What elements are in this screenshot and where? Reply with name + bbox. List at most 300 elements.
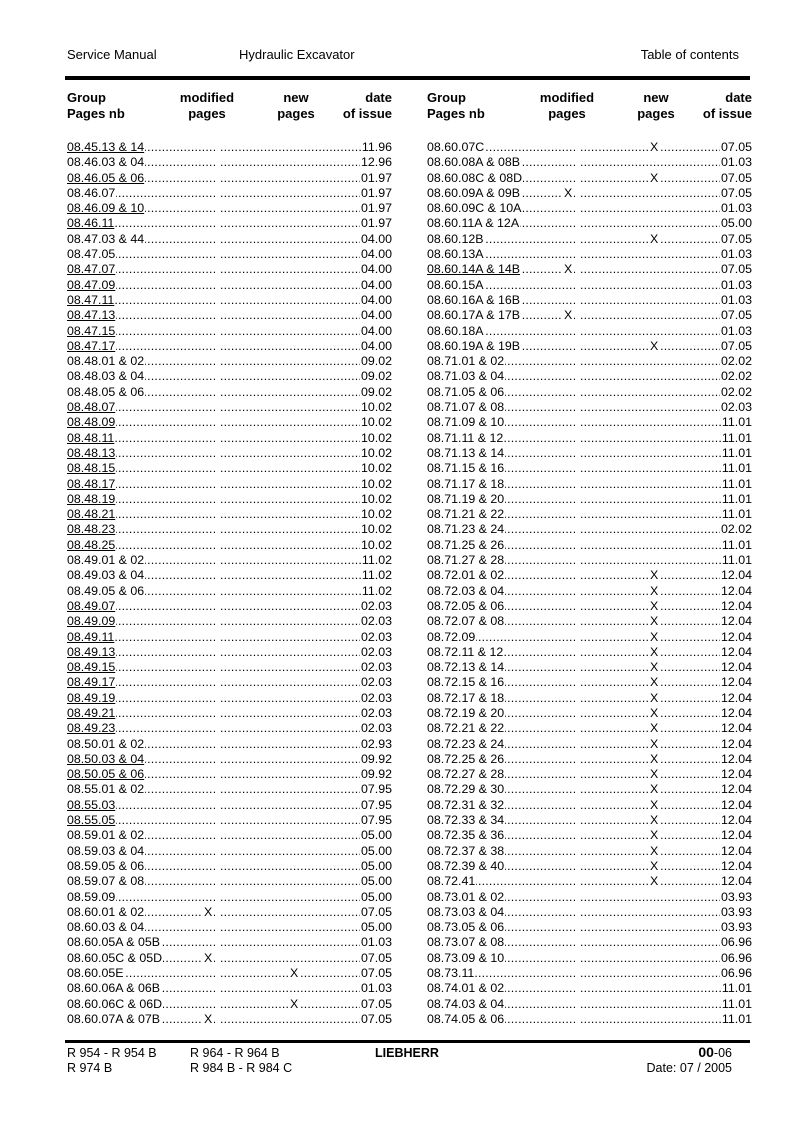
toc-row	[67, 461, 392, 476]
footer-page-number: 00-06	[698, 1044, 732, 1060]
group-pages-nb: 08.74.03 & 04	[427, 996, 505, 1011]
date-of-issue: 10.02	[360, 445, 392, 460]
toc-row	[427, 599, 752, 614]
toc-row	[67, 385, 392, 400]
toc-row	[427, 813, 752, 828]
toc-row	[67, 798, 392, 813]
date-of-issue: 01.97	[360, 216, 392, 231]
date-of-issue: 12.04	[720, 721, 752, 736]
date-of-issue: 01.97	[360, 170, 392, 185]
toc-row	[67, 874, 392, 889]
leader-gap	[215, 828, 220, 843]
new-mark: X	[650, 583, 659, 598]
toc-row	[67, 675, 392, 690]
date-of-issue: 05.00	[360, 874, 392, 889]
date-of-issue: 02.03	[360, 598, 392, 613]
group-pages-nb: 08.50.01 & 02	[67, 736, 145, 751]
group-pages-nb: 08.48.19	[67, 491, 116, 506]
leader-gap	[215, 492, 220, 507]
column-header	[427, 90, 752, 124]
date-of-issue: 02.02	[720, 522, 752, 537]
leader-gap	[575, 752, 580, 767]
date-of-issue: 11.02	[361, 553, 392, 568]
toc-column-right	[427, 90, 752, 1026]
toc-row	[67, 232, 392, 247]
header-modified: modified pages	[179, 90, 235, 121]
leader-gap	[575, 492, 580, 507]
date-of-issue: 06.96	[720, 966, 752, 981]
toc-row	[427, 400, 752, 415]
date-of-issue: 07.05	[720, 308, 752, 323]
group-pages-nb: 08.72.05 & 06	[427, 598, 505, 613]
leader-gap	[215, 568, 220, 583]
date-of-issue: 03.93	[720, 889, 752, 904]
group-pages-nb: 08.73.09 & 10	[427, 950, 505, 965]
toc-row	[427, 339, 752, 354]
group-pages-nb: 08.60.05C & 05D	[67, 950, 163, 965]
header-modified: modified pages	[539, 90, 595, 121]
new-mark: X	[650, 843, 659, 858]
group-pages-nb: 08.60.15A	[427, 277, 484, 292]
group-pages-nb: 08.71.21 & 22	[427, 507, 505, 522]
leader-gap	[215, 645, 220, 660]
leader-gap	[215, 737, 220, 752]
group-pages-nb: 08.72.33 & 34	[427, 813, 505, 828]
new-mark: X	[650, 828, 659, 843]
new-mark: X	[650, 813, 659, 828]
modified-mark: X	[204, 1011, 213, 1026]
date-of-issue: 12.04	[720, 736, 752, 751]
group-pages-nb: 08.60.07C	[427, 140, 485, 154]
group-pages-nb: 08.49.05 & 06	[67, 583, 145, 598]
dot-leader	[67, 216, 392, 231]
leader-gap	[575, 400, 580, 415]
group-pages-nb: 08.72.31 & 32	[427, 797, 505, 812]
header-new: new pages	[277, 90, 315, 121]
group-pages-nb: 08.47.05	[67, 247, 116, 262]
toc-row	[427, 675, 752, 690]
date-of-issue: 11.02	[361, 568, 392, 583]
toc-row	[427, 721, 752, 736]
leader-gap	[215, 155, 220, 170]
group-pages-nb: 08.47.11	[67, 292, 115, 307]
date-of-issue: 12.04	[720, 858, 752, 873]
toc-row	[427, 232, 752, 247]
footer-rule	[65, 1040, 750, 1043]
group-pages-nb: 08.72.01 & 02	[427, 568, 505, 583]
leader-gap	[215, 400, 220, 415]
group-pages-nb: 08.47.17	[67, 338, 116, 353]
leader-gap	[575, 584, 580, 599]
leader-gap	[575, 308, 580, 323]
toc-row	[427, 966, 752, 981]
group-pages-nb: 08.48.21	[67, 507, 116, 522]
toc-row	[67, 691, 392, 706]
group-pages-nb: 08.46.03 & 04	[67, 155, 145, 170]
date-of-issue: 12.04	[720, 751, 752, 766]
toc-row	[67, 216, 392, 231]
toc-row	[67, 293, 392, 308]
toc-row	[427, 186, 752, 201]
toc-row	[427, 584, 752, 599]
toc-row	[427, 828, 752, 843]
new-mark: X	[650, 338, 659, 353]
group-pages-nb: 08.49.01 & 02	[67, 553, 145, 568]
group-pages-nb: 08.47.07	[67, 262, 116, 277]
leader-gap	[575, 691, 580, 706]
group-pages-nb: 08.48.07	[67, 400, 116, 415]
group-pages-nb: 08.46.07	[67, 185, 116, 200]
group-pages-nb: 08.60.07A & 07B	[67, 1011, 161, 1026]
leader-gap	[575, 140, 580, 155]
leader-gap	[215, 691, 220, 706]
leader-gap	[575, 354, 580, 369]
leader-gap	[575, 522, 580, 537]
toc-row	[67, 737, 392, 752]
toc-row	[67, 339, 392, 354]
toc-row	[67, 767, 392, 782]
toc-row	[427, 951, 752, 966]
date-of-issue: 01.03	[720, 292, 752, 307]
leader-gap	[215, 935, 220, 950]
toc-row	[67, 553, 392, 568]
date-of-issue: 04.00	[360, 277, 392, 292]
group-pages-nb: 08.60.03 & 04	[67, 920, 145, 935]
leader-gap	[575, 660, 580, 675]
group-pages-nb: 08.55.03	[67, 797, 116, 812]
new-mark: X	[650, 690, 659, 705]
leader-gap	[575, 262, 580, 277]
leader-gap	[215, 614, 220, 629]
leader-gap	[575, 767, 580, 782]
toc-row	[427, 477, 752, 492]
toc-row	[67, 981, 392, 996]
leader-gap	[575, 568, 580, 583]
toc-row	[67, 431, 392, 446]
toc-row	[67, 400, 392, 415]
leader-gap	[575, 997, 580, 1012]
group-pages-nb: 08.48.11	[67, 430, 115, 445]
group-pages-nb: 08.71.11 & 12	[427, 430, 504, 445]
date-of-issue: 12.04	[720, 782, 752, 797]
group-pages-nb: 08.46.11	[67, 216, 115, 231]
new-mark: X	[650, 629, 659, 644]
leader-gap	[215, 905, 220, 920]
dot-leader	[67, 293, 392, 308]
date-of-issue: 02.02	[720, 354, 752, 369]
leader-gap	[575, 981, 580, 996]
toc-row	[427, 645, 752, 660]
date-of-issue: 12.04	[720, 629, 752, 644]
leader-gap	[575, 935, 580, 950]
leader-gap	[215, 951, 220, 966]
toc-row	[427, 997, 752, 1012]
group-pages-nb: 08.47.15	[67, 323, 116, 338]
leader-gap	[215, 782, 220, 797]
header-group: Group Pages nb	[67, 90, 125, 121]
leader-gap	[215, 262, 220, 277]
toc-row	[427, 308, 752, 323]
leader-gap	[215, 354, 220, 369]
toc-row	[67, 538, 392, 553]
group-pages-nb: 08.46.05 & 06	[67, 170, 145, 185]
leader-gap	[215, 477, 220, 492]
date-of-issue: 07.95	[360, 797, 392, 812]
toc-row	[427, 553, 752, 568]
toc-row	[67, 262, 392, 277]
footer-models-a1: R 954 - R 954 B	[67, 1046, 157, 1060]
new-mark: X	[650, 858, 659, 873]
leader-gap	[215, 522, 220, 537]
toc-row	[67, 630, 392, 645]
group-pages-nb: 08.60.18A	[427, 323, 484, 338]
toc-row	[67, 645, 392, 660]
toc-row	[67, 507, 392, 522]
date-of-issue: 11.01	[721, 507, 752, 522]
toc-row	[67, 920, 392, 935]
toc-row	[67, 140, 392, 155]
header-date: date of issue	[342, 90, 392, 121]
leader-gap	[215, 171, 220, 186]
group-pages-nb: 08.60.14A & 14B	[427, 262, 521, 277]
toc-row	[67, 415, 392, 430]
toc-row	[427, 782, 752, 797]
date-of-issue: 01.97	[360, 201, 392, 216]
leader-gap	[215, 630, 220, 645]
leader-gap	[575, 431, 580, 446]
group-pages-nb: 08.48.13	[67, 445, 116, 460]
group-pages-nb: 08.60.12B	[427, 231, 484, 246]
date-of-issue: 12.04	[720, 767, 752, 782]
date-of-issue: 11.96	[361, 140, 392, 154]
date-of-issue: 07.05	[360, 996, 392, 1011]
date-of-issue: 01.97	[360, 185, 392, 200]
leader-gap	[575, 201, 580, 216]
date-of-issue: 01.03	[720, 323, 752, 338]
date-of-issue: 10.02	[360, 430, 392, 445]
header-machine-type: Hydraulic Excavator	[239, 47, 355, 62]
leader-gap	[575, 278, 580, 293]
group-pages-nb: 08.72.35 & 36	[427, 828, 505, 843]
group-pages-nb: 08.47.09	[67, 277, 116, 292]
date-of-issue: 07.05	[720, 140, 752, 154]
leader-gap	[215, 201, 220, 216]
group-pages-nb: 08.60.11A & 12A	[427, 216, 520, 231]
group-pages-nb: 08.73.07 & 08	[427, 935, 505, 950]
group-pages-nb: 08.71.25 & 26	[427, 537, 505, 552]
group-pages-nb: 08.72.03 & 04	[427, 583, 505, 598]
toc-row	[67, 446, 392, 461]
date-of-issue: 12.04	[720, 813, 752, 828]
group-pages-nb: 08.49.03 & 04	[67, 568, 145, 583]
group-pages-nb: 08.72.13 & 14	[427, 660, 505, 675]
group-pages-nb: 08.60.17A & 17B	[427, 308, 521, 323]
date-of-issue: 07.05	[720, 338, 752, 353]
leader-gap	[215, 1012, 220, 1027]
header-new: new pages	[637, 90, 675, 121]
group-pages-nb: 08.48.03 & 04	[67, 369, 145, 384]
new-mark: X	[650, 170, 659, 185]
date-of-issue: 05.00	[360, 858, 392, 873]
date-of-issue: 07.05	[360, 950, 392, 965]
new-mark: X	[290, 966, 299, 981]
group-pages-nb: 08.71.19 & 20	[427, 491, 505, 506]
date-of-issue: 07.05	[720, 170, 752, 185]
group-pages-nb: 08.74.01 & 02	[427, 981, 505, 996]
leader-gap	[575, 614, 580, 629]
leader-gap	[215, 874, 220, 889]
toc-row	[427, 920, 752, 935]
leader-gap	[575, 155, 580, 170]
leader-gap	[575, 232, 580, 247]
leader-gap	[215, 446, 220, 461]
leader-gap	[215, 293, 220, 308]
date-of-issue: 05.00	[360, 889, 392, 904]
toc-row	[67, 966, 392, 981]
toc-row	[67, 935, 392, 950]
group-pages-nb: 08.71.23 & 24	[427, 522, 505, 537]
date-of-issue: 09.02	[360, 354, 392, 369]
toc-row	[67, 308, 392, 323]
group-pages-nb: 08.71.05 & 06	[427, 384, 505, 399]
toc-row	[427, 369, 752, 384]
toc-row	[67, 522, 392, 537]
toc-row	[427, 614, 752, 629]
group-pages-nb: 08.46.09 & 10	[67, 201, 145, 216]
date-of-issue: 12.04	[720, 874, 752, 889]
leader-gap	[215, 584, 220, 599]
leader-gap	[575, 951, 580, 966]
toc-row	[427, 278, 752, 293]
group-pages-nb: 08.48.17	[67, 476, 116, 491]
date-of-issue: 04.00	[360, 323, 392, 338]
group-pages-nb: 08.60.05A & 05B	[67, 935, 161, 950]
toc-row	[427, 140, 752, 155]
toc-row	[427, 874, 752, 889]
group-pages-nb: 08.72.21 & 22	[427, 721, 505, 736]
new-mark: X	[650, 721, 659, 736]
toc-row	[427, 890, 752, 905]
leader-gap	[575, 645, 580, 660]
date-of-issue: 10.02	[360, 537, 392, 552]
toc-row	[427, 201, 752, 216]
date-of-issue: 11.01	[721, 491, 752, 506]
dot-leader	[67, 431, 392, 446]
toc-row	[427, 798, 752, 813]
group-pages-nb: 08.60.06C & 06D	[67, 996, 163, 1011]
group-pages-nb: 08.73.11	[427, 966, 475, 981]
group-pages-nb: 08.49.15	[67, 660, 116, 675]
new-mark: X	[650, 736, 659, 751]
toc-row	[427, 492, 752, 507]
new-mark: X	[650, 782, 659, 797]
date-of-issue: 12.04	[720, 644, 752, 659]
group-pages-nb: 08.60.16A & 16B	[427, 292, 521, 307]
leader-gap	[215, 859, 220, 874]
date-of-issue: 11.01	[721, 553, 752, 568]
leader-gap	[215, 369, 220, 384]
date-of-issue: 01.03	[360, 981, 392, 996]
group-pages-nb: 08.49.17	[67, 675, 116, 690]
date-of-issue: 04.00	[360, 338, 392, 353]
group-pages-nb: 08.72.29 & 30	[427, 782, 505, 797]
group-pages-nb: 08.49.19	[67, 690, 116, 705]
group-pages-nb: 08.49.13	[67, 644, 116, 659]
toc-row	[67, 844, 392, 859]
header-manual-title: Service Manual	[67, 47, 157, 62]
group-pages-nb: 08.49.11	[67, 629, 115, 644]
group-pages-nb: 08.59.03 & 04	[67, 843, 145, 858]
toc-row	[427, 538, 752, 553]
footer-brand: LIEBHERR	[375, 1046, 439, 1060]
leader-gap	[215, 752, 220, 767]
leader-gap	[575, 630, 580, 645]
toc-row	[427, 155, 752, 170]
toc-row	[67, 997, 392, 1012]
group-pages-nb: 08.48.09	[67, 415, 116, 430]
group-pages-nb: 08.60.06A & 06B	[67, 981, 161, 996]
date-of-issue: 11.02	[361, 583, 392, 598]
date-of-issue: 02.03	[360, 660, 392, 675]
toc-row	[67, 782, 392, 797]
group-pages-nb: 08.72.37 & 38	[427, 843, 505, 858]
date-of-issue: 10.02	[360, 507, 392, 522]
leader-gap	[575, 216, 580, 231]
footer-date: Date: 07 / 2005	[646, 1061, 732, 1075]
group-pages-nb: 08.47.03 & 44	[67, 231, 145, 246]
group-pages-nb: 08.72.23 & 24	[427, 736, 505, 751]
leader-gap	[215, 186, 220, 201]
toc-row	[427, 905, 752, 920]
date-of-issue: 02.03	[360, 614, 392, 629]
date-of-issue: 12.04	[720, 843, 752, 858]
leader-gap	[215, 431, 220, 446]
date-of-issue: 12.04	[720, 598, 752, 613]
toc-row	[67, 201, 392, 216]
group-pages-nb: 08.71.03 & 04	[427, 369, 505, 384]
toc-row	[427, 844, 752, 859]
toc-row	[427, 507, 752, 522]
toc-row	[67, 660, 392, 675]
date-of-issue: 07.05	[360, 1011, 392, 1026]
group-pages-nb: 08.72.25 & 26	[427, 751, 505, 766]
date-of-issue: 12.04	[720, 568, 752, 583]
group-pages-nb: 08.49.23	[67, 721, 116, 736]
leader-gap	[575, 247, 580, 262]
leader-gap	[215, 721, 220, 736]
date-of-issue: 01.03	[720, 201, 752, 216]
leader-gap	[215, 461, 220, 476]
footer-models-b1: R 964 - R 964 B	[190, 1046, 280, 1060]
new-mark: X	[650, 598, 659, 613]
leader-gap	[215, 798, 220, 813]
date-of-issue: 05.00	[720, 216, 752, 231]
leader-gap	[575, 369, 580, 384]
date-of-issue: 02.03	[360, 705, 392, 720]
group-pages-nb: 08.60.09C & 10A	[427, 201, 522, 216]
group-pages-nb: 08.71.01 & 02	[427, 354, 505, 369]
date-of-issue: 01.03	[360, 935, 392, 950]
date-of-issue: 04.00	[360, 231, 392, 246]
dot-leader	[427, 966, 752, 981]
toc-row	[427, 431, 752, 446]
leader-gap	[215, 813, 220, 828]
date-of-issue: 02.03	[360, 690, 392, 705]
group-pages-nb: 08.60.19A & 19B	[427, 338, 521, 353]
toc-row	[427, 216, 752, 231]
toc-row	[67, 1012, 392, 1027]
leader-gap	[215, 140, 220, 155]
